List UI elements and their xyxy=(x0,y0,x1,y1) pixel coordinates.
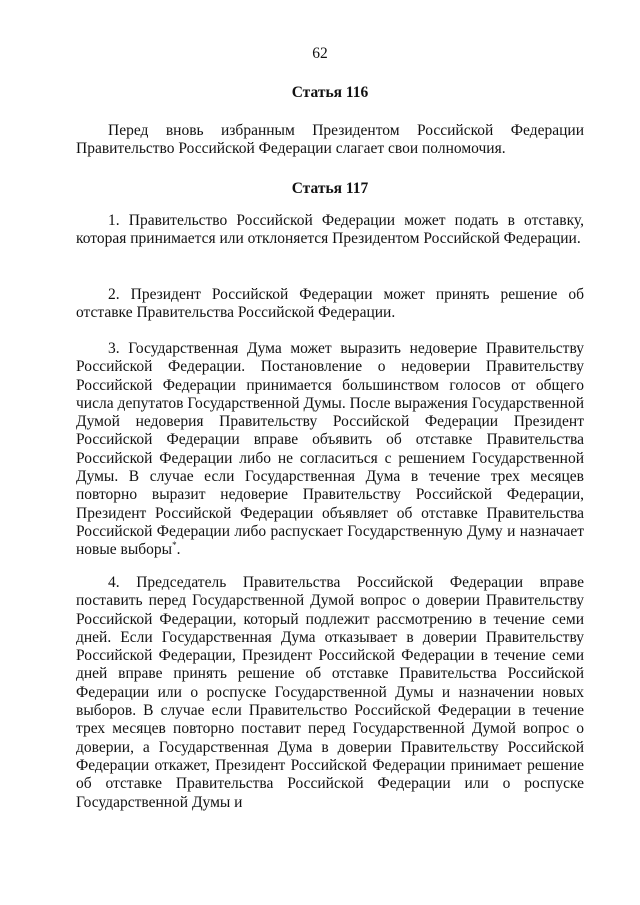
article-117-paragraph-3 xyxy=(76,340,584,560)
article-117-paragraph-3-text: 3. Государственная Дума может выразить недоверие Правительству Российской Федерации. Постановление о недоверии Правительству Российской Федерации принимается большинством голосов от общего числа депутатов Государственной Думы. После выражения Государственной Думой недоверия Правительству Российской Федерации Президент Российской Федерации вправе объявить об отставке Правительства Российской Федерации либо не согласиться с решением Государственной Думы. В случае если Государственная Дума в течение трех месяцев повторно выразит недоверие Правительству Российской Федерации, Президент Российской Федерации объявляет об отставке Правительства Российской Федерации либо распускает Государственную Думу и назначает новые выборы xyxy=(76,340,584,559)
article-117-paragraph-4: 4. Председатель Правительства Российской Федерации вправе поставить перед Государственной Думой вопрос о доверии Правительству Российской Федерации, который подлежит рассмотрению в течение семи дней. Если Государственная Дума отказывает в доверии Правительству Российской Федерации, Президент Российской Федерации в течение семи дней вправе принять решение об отставке Правительства Российской Федерации или о роспуске Государственной Думы и назначении новых выборов. В случае если Правительство Российской Федерации в течение трех месяцев повторно поставит перед Государственной Думой вопрос о доверии, а Государственная Дума в доверии Правительству Российской Федерации откажет, Президент Российской Федерации принимает решение об отставке Правительства Российской Федерации или о роспуске Государственной Думы и xyxy=(76,574,584,811)
page-number: 62 xyxy=(312,45,328,62)
article-117-heading: Статья 117 xyxy=(291,180,369,197)
article-117-paragraph-1: 1. Правительство Российской Федерации может подать в отставку, которая принимается или отклоняется Президентом Российской Федерации. xyxy=(76,212,584,248)
article-117-paragraph-2: 2. Президент Российской Федерации может принять решение об отставке Правительства Российской Федерации. xyxy=(76,286,584,322)
article-116-paragraph: Перед вновь избранным Президентом Российской Федерации Правительство Российской Федерации слагает свои полномочия. xyxy=(76,122,584,158)
paragraph-3-end: . xyxy=(176,541,181,559)
footnote-mark: * xyxy=(172,540,177,551)
article-116-heading: Статья 116 xyxy=(291,84,369,101)
